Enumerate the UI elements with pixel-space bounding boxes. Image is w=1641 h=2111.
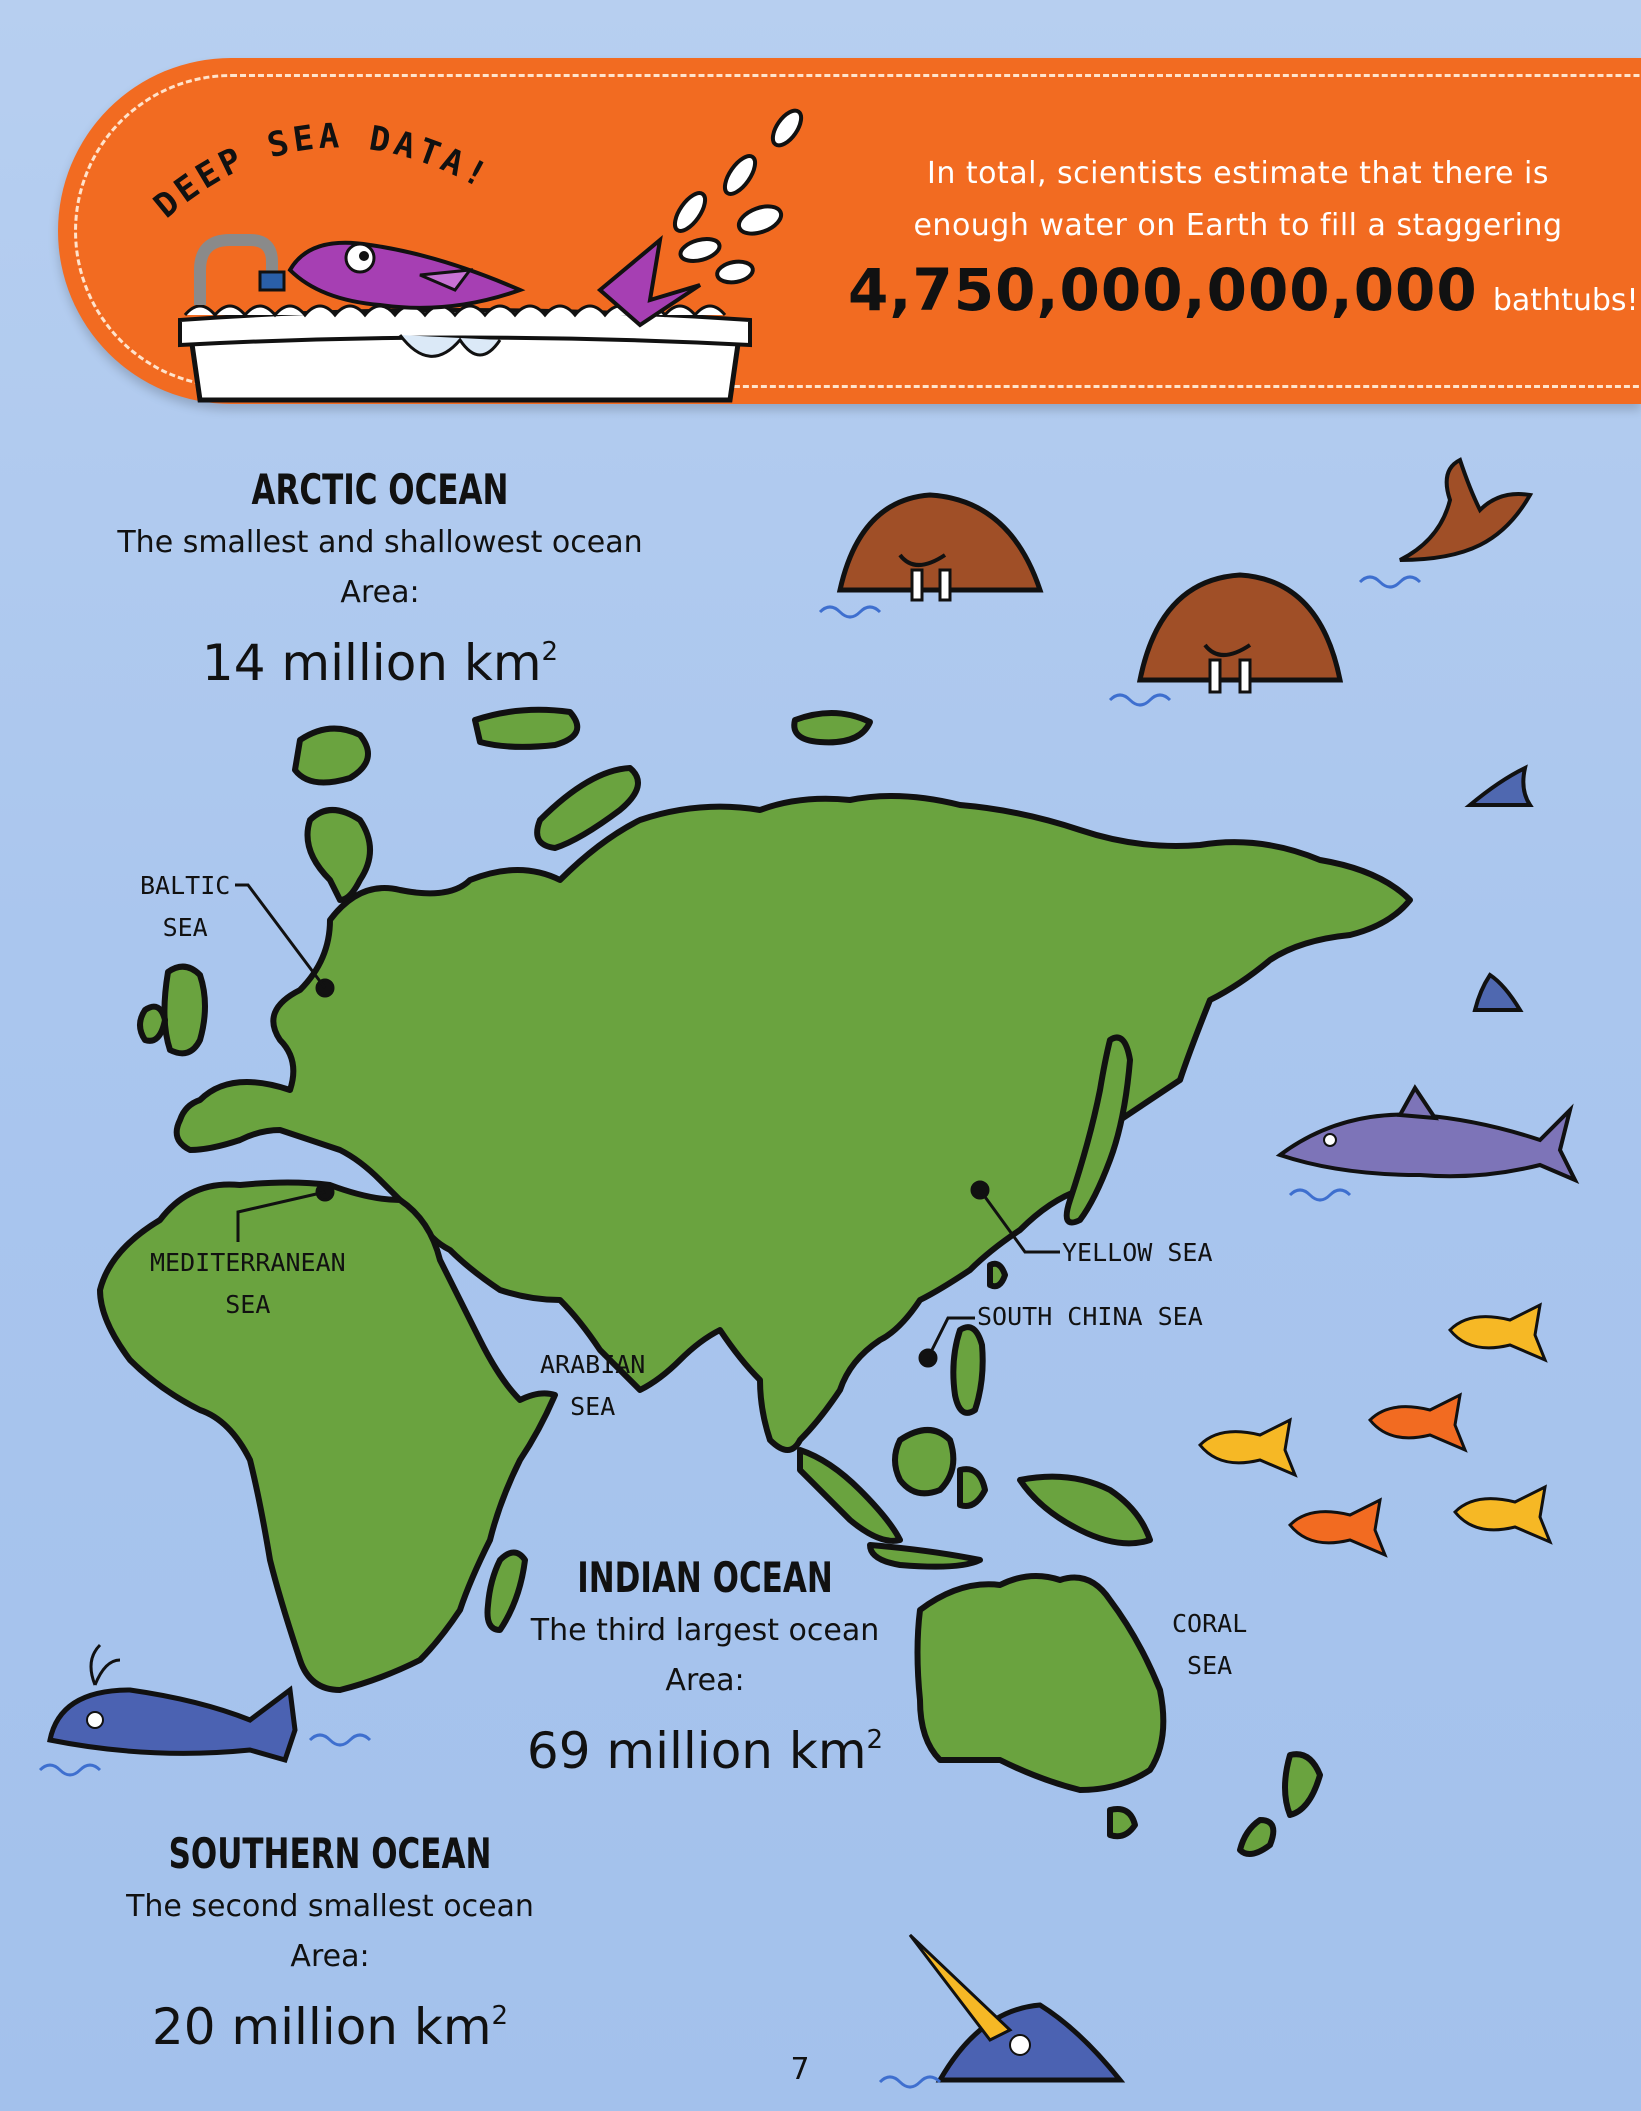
indian-ocean-area-value (425, 1706, 985, 1785)
sea-label-arabian (540, 1344, 645, 1428)
island-philippines (953, 1327, 982, 1413)
sea-label-mediterranean-line1: MEDITERRANEAN (150, 1248, 346, 1277)
indian-ocean-area-number: 69 million km (526, 1722, 867, 1780)
southern-ocean-info (50, 1826, 610, 2061)
island-franz-josef (475, 710, 577, 747)
arctic-ocean-area-label: Area: (340, 575, 420, 610)
southern-ocean-description: The second smallest ocean (126, 1889, 534, 1924)
banner-title: DEEP SEA DATA! (146, 116, 498, 227)
walrus-icon (840, 495, 1340, 692)
sea-label-coral-line2: SEA (1187, 1651, 1233, 1680)
arctic-ocean-area-value (100, 618, 660, 697)
goldfish-icon (1200, 1305, 1550, 1555)
southern-ocean-area-exponent: 2 (491, 2001, 509, 2031)
arctic-ocean-name: ARCTIC OCEAN (251, 465, 509, 514)
sea-label-coral-line1: CORAL (1172, 1609, 1248, 1638)
island-sulawesi (960, 1469, 985, 1506)
island-taiwan (990, 1264, 1005, 1287)
shark-icon (1280, 1088, 1575, 1180)
indian-ocean-info (425, 1550, 985, 1785)
indian-ocean-area-exponent: 2 (866, 1725, 884, 1755)
island-britain (164, 967, 205, 1054)
sea-label-mediterranean (150, 1242, 346, 1326)
island-new-zealand-south (1240, 1820, 1273, 1854)
island-svalbard (295, 729, 368, 783)
page-number: 7 (790, 2052, 810, 2087)
southern-ocean-area-value (50, 1982, 610, 2061)
arctic-ocean-area-exponent: 2 (541, 637, 559, 667)
banner-line-2: enough water on Earth to fill a staggering (913, 208, 1563, 243)
island-new-zealand-north (1285, 1754, 1320, 1815)
indian-ocean-area-label: Area: (665, 1663, 745, 1698)
indian-ocean-name: INDIAN OCEAN (577, 1553, 833, 1602)
island-new-guinea (1020, 1477, 1150, 1544)
arctic-ocean-description: The smallest and shallowest ocean (117, 525, 643, 560)
bathtub-count: 4,750,000,000,000 (848, 256, 1478, 324)
shark-fin-icon (1470, 768, 1530, 1010)
sea-label-arabian-line1: ARABIAN (540, 1350, 646, 1379)
sea-label-south-china (977, 1296, 1203, 1338)
sea-label-arabian-line2: SEA (570, 1392, 616, 1421)
sea-label-baltic-line2: SEA (162, 913, 208, 942)
island-severnaya (794, 713, 870, 742)
water-drop-icon (669, 106, 806, 285)
sea-label-baltic (140, 865, 230, 949)
island-sumatra (800, 1450, 900, 1541)
whale-icon (50, 1645, 295, 1760)
southern-ocean-area-number: 20 million km (151, 1998, 492, 2056)
narwhal-icon (910, 1935, 1120, 2080)
southern-ocean-name: SOUTHERN OCEAN (168, 1829, 492, 1878)
bathtub-unit: bathtubs! (1492, 283, 1639, 318)
seal-tail-icon (1400, 460, 1530, 560)
bathtub-icon (180, 240, 750, 400)
island-tasmania (1110, 1809, 1135, 1836)
indian-ocean-description: The third largest ocean (530, 1613, 880, 1648)
banner-line-1: In total, scientists estimate that there is (926, 156, 1550, 191)
arctic-ocean-info (100, 462, 660, 697)
arctic-ocean-area-number: 14 million km (201, 634, 542, 692)
sea-label-south-china-line1: SOUTH CHINA SEA (977, 1302, 1203, 1331)
sea-label-mediterranean-line2: SEA (225, 1290, 271, 1319)
southern-ocean-area-label: Area: (290, 1939, 370, 1974)
sea-label-baltic-line1: BALTIC (140, 871, 231, 900)
landmass-scandinavia (308, 810, 371, 900)
sea-label-coral (1172, 1603, 1247, 1687)
island-ireland (140, 1007, 165, 1041)
sea-label-yellow-line1: YELLOW SEA (1062, 1238, 1213, 1267)
island-borneo (895, 1430, 953, 1493)
sea-label-yellow (1062, 1232, 1213, 1274)
